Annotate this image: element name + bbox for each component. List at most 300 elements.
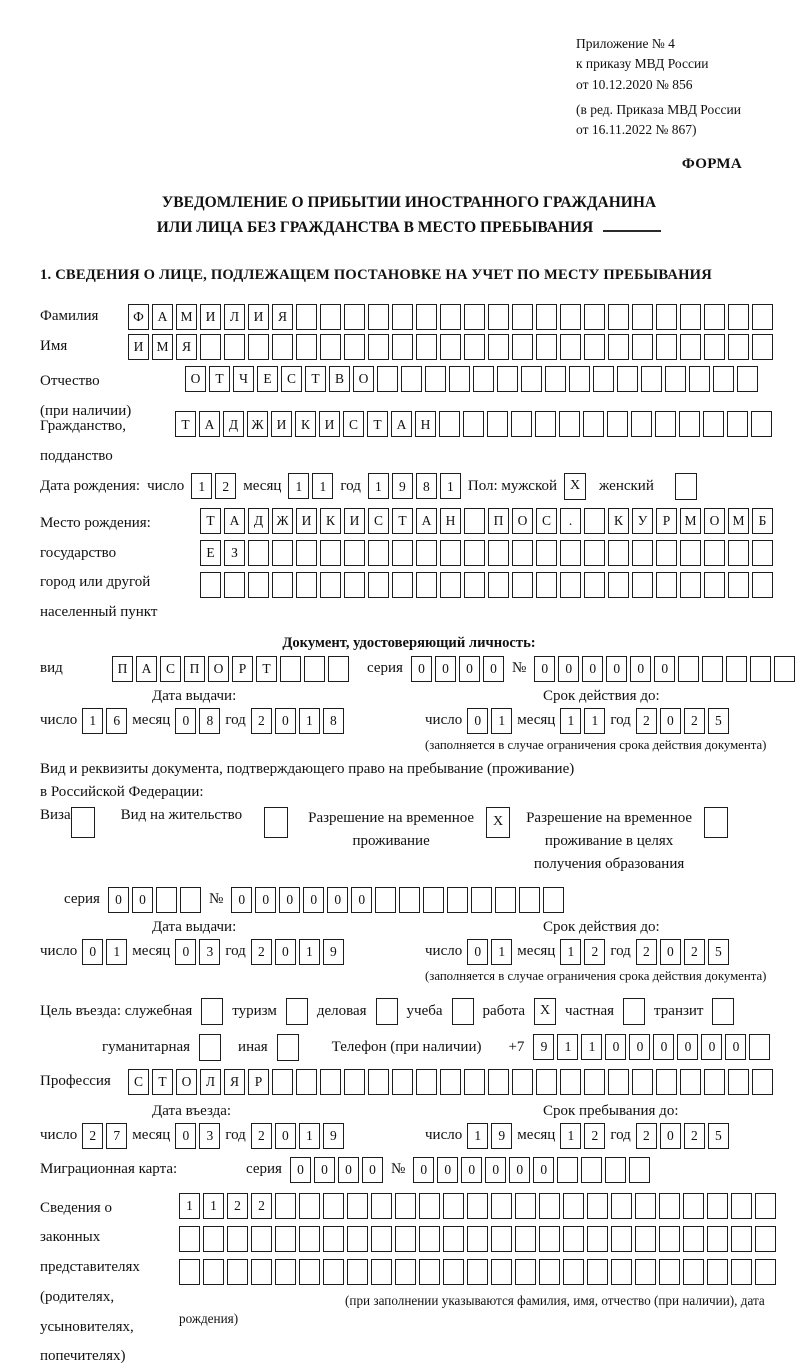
char-cell[interactable] <box>280 656 301 682</box>
char-cell[interactable]: 1 <box>491 708 512 734</box>
char-cell[interactable] <box>584 334 605 360</box>
char-cell[interactable] <box>631 411 652 437</box>
char-cell[interactable]: . <box>560 508 581 534</box>
char-cell[interactable] <box>605 1157 626 1183</box>
char-cell[interactable] <box>488 540 509 566</box>
char-cell[interactable]: К <box>608 508 629 534</box>
char-cell[interactable] <box>464 572 485 598</box>
char-cell[interactable] <box>536 572 557 598</box>
char-cell[interactable]: 0 <box>660 939 681 965</box>
char-cell[interactable] <box>371 1259 392 1285</box>
char-cell[interactable]: С <box>343 411 364 437</box>
char-cell[interactable]: Е <box>200 540 221 566</box>
purpose-work-checkbox[interactable]: X <box>534 998 556 1025</box>
char-cell[interactable] <box>488 304 509 330</box>
char-cell[interactable]: 0 <box>175 1123 196 1149</box>
char-cell[interactable] <box>495 887 516 913</box>
char-cell[interactable] <box>296 572 317 598</box>
char-cell[interactable] <box>584 508 605 534</box>
char-cell[interactable]: У <box>632 508 653 534</box>
char-cell[interactable] <box>248 540 269 566</box>
char-cell[interactable]: 0 <box>362 1157 383 1183</box>
char-cell[interactable] <box>416 304 437 330</box>
char-cell[interactable]: 2 <box>636 708 657 734</box>
char-cell[interactable]: 1 <box>203 1193 224 1219</box>
residence-permit-checkbox[interactable] <box>264 807 288 838</box>
char-cell[interactable]: И <box>296 508 317 534</box>
char-cell[interactable] <box>680 1069 701 1095</box>
char-cell[interactable] <box>656 304 677 330</box>
char-cell[interactable]: 0 <box>483 656 504 682</box>
char-cell[interactable] <box>512 304 533 330</box>
char-cell[interactable] <box>423 887 444 913</box>
char-cell[interactable] <box>416 334 437 360</box>
char-cell[interactable] <box>584 304 605 330</box>
char-cell[interactable] <box>392 572 413 598</box>
char-cell[interactable] <box>629 1157 650 1183</box>
char-cell[interactable]: 0 <box>314 1157 335 1183</box>
char-cell[interactable] <box>751 411 772 437</box>
char-cell[interactable] <box>515 1259 536 1285</box>
char-cell[interactable]: 0 <box>630 656 651 682</box>
char-cell[interactable]: И <box>200 304 221 330</box>
char-cell[interactable] <box>203 1226 224 1252</box>
char-cell[interactable]: З <box>224 540 245 566</box>
char-cell[interactable]: М <box>176 304 197 330</box>
char-cell[interactable] <box>755 1193 776 1219</box>
char-cell[interactable] <box>512 572 533 598</box>
char-cell[interactable]: 1 <box>440 473 461 499</box>
char-cell[interactable] <box>296 304 317 330</box>
char-cell[interactable]: 2 <box>251 1193 272 1219</box>
char-cell[interactable]: 1 <box>467 1123 488 1149</box>
char-cell[interactable]: Р <box>248 1069 269 1095</box>
char-cell[interactable]: Ж <box>272 508 293 534</box>
sex-male-checkbox[interactable]: X <box>564 473 586 500</box>
char-cell[interactable] <box>774 656 795 682</box>
char-cell[interactable]: 0 <box>338 1157 359 1183</box>
char-cell[interactable] <box>511 411 532 437</box>
char-cell[interactable]: 1 <box>82 708 103 734</box>
char-cell[interactable] <box>464 334 485 360</box>
char-cell[interactable] <box>679 411 700 437</box>
char-cell[interactable]: К <box>295 411 316 437</box>
char-cell[interactable]: С <box>160 656 181 682</box>
char-cell[interactable] <box>440 304 461 330</box>
char-cell[interactable] <box>440 1069 461 1095</box>
char-cell[interactable] <box>377 366 398 392</box>
char-cell[interactable] <box>680 334 701 360</box>
char-cell[interactable] <box>563 1259 584 1285</box>
char-cell[interactable]: 2 <box>636 1123 657 1149</box>
char-cell[interactable] <box>395 1193 416 1219</box>
char-cell[interactable]: Ч <box>233 366 254 392</box>
char-cell[interactable]: 6 <box>106 708 127 734</box>
char-cell[interactable]: 2 <box>584 1123 605 1149</box>
char-cell[interactable]: 2 <box>251 708 272 734</box>
char-cell[interactable] <box>463 411 484 437</box>
char-cell[interactable] <box>707 1193 728 1219</box>
char-cell[interactable]: 0 <box>279 887 300 913</box>
char-cell[interactable] <box>535 411 556 437</box>
purpose-transit-checkbox[interactable] <box>712 998 734 1025</box>
char-cell[interactable] <box>344 572 365 598</box>
char-cell[interactable] <box>704 334 725 360</box>
char-cell[interactable]: 3 <box>199 939 220 965</box>
char-cell[interactable]: 2 <box>684 939 705 965</box>
char-cell[interactable]: 0 <box>533 1157 554 1183</box>
char-cell[interactable] <box>473 366 494 392</box>
char-cell[interactable]: Н <box>415 411 436 437</box>
char-cell[interactable]: 0 <box>413 1157 434 1183</box>
char-cell[interactable] <box>392 540 413 566</box>
char-cell[interactable] <box>702 656 723 682</box>
char-cell[interactable] <box>607 411 628 437</box>
char-cell[interactable]: Т <box>256 656 277 682</box>
char-cell[interactable] <box>375 887 396 913</box>
char-cell[interactable] <box>371 1226 392 1252</box>
char-cell[interactable] <box>755 1259 776 1285</box>
char-cell[interactable]: 8 <box>323 708 344 734</box>
char-cell[interactable] <box>491 1259 512 1285</box>
char-cell[interactable]: 0 <box>82 939 103 965</box>
char-cell[interactable] <box>416 1069 437 1095</box>
char-cell[interactable] <box>491 1226 512 1252</box>
char-cell[interactable] <box>200 334 221 360</box>
char-cell[interactable]: 1 <box>106 939 127 965</box>
char-cell[interactable] <box>731 1226 752 1252</box>
char-cell[interactable]: 0 <box>654 656 675 682</box>
char-cell[interactable] <box>323 1259 344 1285</box>
char-cell[interactable]: Т <box>305 366 326 392</box>
char-cell[interactable] <box>680 540 701 566</box>
char-cell[interactable]: 0 <box>175 939 196 965</box>
char-cell[interactable] <box>560 540 581 566</box>
char-cell[interactable]: А <box>136 656 157 682</box>
char-cell[interactable] <box>272 1069 293 1095</box>
char-cell[interactable] <box>275 1193 296 1219</box>
char-cell[interactable]: 0 <box>175 708 196 734</box>
char-cell[interactable] <box>347 1259 368 1285</box>
char-cell[interactable]: Я <box>224 1069 245 1095</box>
char-cell[interactable]: О <box>208 656 229 682</box>
char-cell[interactable]: 0 <box>558 656 579 682</box>
char-cell[interactable]: П <box>488 508 509 534</box>
char-cell[interactable] <box>683 1259 704 1285</box>
char-cell[interactable]: Т <box>175 411 196 437</box>
char-cell[interactable] <box>584 1069 605 1095</box>
char-cell[interactable]: 0 <box>231 887 252 913</box>
purpose-humanitarian-checkbox[interactable] <box>199 1034 221 1061</box>
char-cell[interactable] <box>584 540 605 566</box>
char-cell[interactable] <box>368 540 389 566</box>
char-cell[interactable] <box>707 1226 728 1252</box>
char-cell[interactable]: К <box>320 508 341 534</box>
char-cell[interactable] <box>728 334 749 360</box>
char-cell[interactable]: 9 <box>323 1123 344 1149</box>
char-cell[interactable] <box>515 1226 536 1252</box>
char-cell[interactable]: 3 <box>199 1123 220 1149</box>
char-cell[interactable] <box>416 572 437 598</box>
char-cell[interactable] <box>487 411 508 437</box>
visa-checkbox[interactable] <box>71 807 95 838</box>
char-cell[interactable] <box>272 572 293 598</box>
char-cell[interactable] <box>467 1193 488 1219</box>
char-cell[interactable]: 0 <box>606 656 627 682</box>
char-cell[interactable] <box>611 1226 632 1252</box>
char-cell[interactable] <box>632 304 653 330</box>
char-cell[interactable] <box>425 366 446 392</box>
char-cell[interactable] <box>320 572 341 598</box>
char-cell[interactable] <box>587 1226 608 1252</box>
char-cell[interactable] <box>557 1157 578 1183</box>
char-cell[interactable]: Ж <box>247 411 268 437</box>
char-cell[interactable] <box>539 1226 560 1252</box>
char-cell[interactable] <box>179 1259 200 1285</box>
char-cell[interactable] <box>536 540 557 566</box>
char-cell[interactable]: И <box>248 304 269 330</box>
char-cell[interactable] <box>656 334 677 360</box>
char-cell[interactable]: О <box>176 1069 197 1095</box>
char-cell[interactable] <box>608 1069 629 1095</box>
char-cell[interactable] <box>655 411 676 437</box>
char-cell[interactable] <box>179 1226 200 1252</box>
char-cell[interactable] <box>497 366 518 392</box>
char-cell[interactable]: 0 <box>467 708 488 734</box>
char-cell[interactable] <box>344 540 365 566</box>
char-cell[interactable] <box>656 540 677 566</box>
char-cell[interactable] <box>368 572 389 598</box>
char-cell[interactable]: 0 <box>660 708 681 734</box>
char-cell[interactable] <box>443 1259 464 1285</box>
char-cell[interactable] <box>689 366 710 392</box>
char-cell[interactable]: 0 <box>275 939 296 965</box>
char-cell[interactable] <box>752 1069 773 1095</box>
char-cell[interactable] <box>227 1226 248 1252</box>
char-cell[interactable] <box>248 334 269 360</box>
char-cell[interactable]: 1 <box>560 708 581 734</box>
char-cell[interactable] <box>347 1226 368 1252</box>
char-cell[interactable] <box>680 572 701 598</box>
char-cell[interactable] <box>368 1069 389 1095</box>
char-cell[interactable] <box>392 304 413 330</box>
char-cell[interactable] <box>707 1259 728 1285</box>
char-cell[interactable] <box>726 656 747 682</box>
char-cell[interactable]: 2 <box>215 473 236 499</box>
char-cell[interactable] <box>536 304 557 330</box>
char-cell[interactable] <box>449 366 470 392</box>
char-cell[interactable] <box>587 1259 608 1285</box>
char-cell[interactable] <box>251 1259 272 1285</box>
char-cell[interactable]: 0 <box>290 1157 311 1183</box>
char-cell[interactable] <box>224 334 245 360</box>
char-cell[interactable] <box>731 1259 752 1285</box>
char-cell[interactable] <box>683 1226 704 1252</box>
char-cell[interactable] <box>608 540 629 566</box>
char-cell[interactable] <box>727 411 748 437</box>
char-cell[interactable]: Я <box>176 334 197 360</box>
char-cell[interactable]: А <box>224 508 245 534</box>
char-cell[interactable]: Б <box>752 508 773 534</box>
char-cell[interactable] <box>703 411 724 437</box>
char-cell[interactable] <box>593 366 614 392</box>
char-cell[interactable]: 2 <box>251 939 272 965</box>
char-cell[interactable]: Р <box>232 656 253 682</box>
char-cell[interactable] <box>320 540 341 566</box>
char-cell[interactable] <box>392 1069 413 1095</box>
purpose-official-checkbox[interactable] <box>201 998 223 1025</box>
char-cell[interactable] <box>632 334 653 360</box>
char-cell[interactable]: О <box>704 508 725 534</box>
char-cell[interactable] <box>272 540 293 566</box>
char-cell[interactable]: 1 <box>288 473 309 499</box>
char-cell[interactable] <box>545 366 566 392</box>
char-cell[interactable] <box>635 1259 656 1285</box>
char-cell[interactable] <box>467 1259 488 1285</box>
char-cell[interactable]: И <box>271 411 292 437</box>
char-cell[interactable] <box>488 1069 509 1095</box>
char-cell[interactable]: А <box>391 411 412 437</box>
char-cell[interactable]: 1 <box>179 1193 200 1219</box>
char-cell[interactable] <box>447 887 468 913</box>
char-cell[interactable]: 5 <box>708 708 729 734</box>
char-cell[interactable]: С <box>536 508 557 534</box>
char-cell[interactable] <box>641 366 662 392</box>
char-cell[interactable]: В <box>329 366 350 392</box>
purpose-business-checkbox[interactable] <box>376 998 398 1025</box>
char-cell[interactable]: Е <box>257 366 278 392</box>
char-cell[interactable]: 1 <box>491 939 512 965</box>
char-cell[interactable] <box>344 1069 365 1095</box>
char-cell[interactable] <box>539 1193 560 1219</box>
char-cell[interactable]: 2 <box>82 1123 103 1149</box>
char-cell[interactable]: С <box>128 1069 149 1095</box>
char-cell[interactable] <box>512 334 533 360</box>
char-cell[interactable]: 2 <box>584 939 605 965</box>
char-cell[interactable] <box>320 334 341 360</box>
char-cell[interactable] <box>704 304 725 330</box>
char-cell[interactable] <box>419 1193 440 1219</box>
char-cell[interactable]: И <box>319 411 340 437</box>
char-cell[interactable] <box>728 304 749 330</box>
char-cell[interactable] <box>395 1226 416 1252</box>
purpose-other-checkbox[interactable] <box>277 1034 299 1061</box>
char-cell[interactable] <box>251 1226 272 1252</box>
char-cell[interactable] <box>304 656 325 682</box>
char-cell[interactable]: 0 <box>275 708 296 734</box>
char-cell[interactable] <box>471 887 492 913</box>
char-cell[interactable]: А <box>199 411 220 437</box>
char-cell[interactable]: С <box>281 366 302 392</box>
char-cell[interactable] <box>156 887 177 913</box>
char-cell[interactable] <box>752 572 773 598</box>
char-cell[interactable] <box>611 1259 632 1285</box>
char-cell[interactable] <box>752 304 773 330</box>
char-cell[interactable] <box>491 1193 512 1219</box>
char-cell[interactable] <box>560 572 581 598</box>
char-cell[interactable]: М <box>152 334 173 360</box>
char-cell[interactable]: 0 <box>351 887 372 913</box>
char-cell[interactable]: 5 <box>708 939 729 965</box>
char-cell[interactable] <box>728 1069 749 1095</box>
char-cell[interactable]: С <box>368 508 389 534</box>
char-cell[interactable]: Н <box>440 508 461 534</box>
char-cell[interactable] <box>583 411 604 437</box>
char-cell[interactable] <box>659 1226 680 1252</box>
char-cell[interactable]: Д <box>248 508 269 534</box>
char-cell[interactable] <box>296 334 317 360</box>
char-cell[interactable]: 1 <box>557 1034 578 1060</box>
char-cell[interactable] <box>419 1226 440 1252</box>
char-cell[interactable] <box>608 304 629 330</box>
char-cell[interactable] <box>608 572 629 598</box>
char-cell[interactable] <box>521 366 542 392</box>
char-cell[interactable]: 0 <box>303 887 324 913</box>
char-cell[interactable]: 2 <box>684 708 705 734</box>
char-cell[interactable]: О <box>353 366 374 392</box>
char-cell[interactable] <box>419 1259 440 1285</box>
char-cell[interactable] <box>488 572 509 598</box>
purpose-study-checkbox[interactable] <box>452 998 474 1025</box>
rvp-education-checkbox[interactable] <box>704 807 728 838</box>
char-cell[interactable] <box>443 1226 464 1252</box>
char-cell[interactable] <box>275 1259 296 1285</box>
char-cell[interactable] <box>608 334 629 360</box>
char-cell[interactable] <box>272 334 293 360</box>
char-cell[interactable] <box>203 1259 224 1285</box>
char-cell[interactable]: 0 <box>108 887 129 913</box>
char-cell[interactable]: 2 <box>251 1123 272 1149</box>
char-cell[interactable] <box>560 1069 581 1095</box>
char-cell[interactable] <box>368 304 389 330</box>
char-cell[interactable] <box>368 334 389 360</box>
char-cell[interactable] <box>299 1193 320 1219</box>
char-cell[interactable] <box>749 1034 770 1060</box>
char-cell[interactable] <box>515 1193 536 1219</box>
char-cell[interactable]: Т <box>367 411 388 437</box>
char-cell[interactable] <box>275 1226 296 1252</box>
char-cell[interactable]: 1 <box>191 473 212 499</box>
char-cell[interactable]: Р <box>656 508 677 534</box>
char-cell[interactable]: 0 <box>327 887 348 913</box>
char-cell[interactable]: 9 <box>533 1034 554 1060</box>
char-cell[interactable] <box>512 1069 533 1095</box>
char-cell[interactable] <box>296 540 317 566</box>
char-cell[interactable]: И <box>128 334 149 360</box>
char-cell[interactable]: Л <box>200 1069 221 1095</box>
char-cell[interactable]: 1 <box>581 1034 602 1060</box>
char-cell[interactable]: Я <box>272 304 293 330</box>
char-cell[interactable]: 1 <box>560 1123 581 1149</box>
char-cell[interactable]: М <box>728 508 749 534</box>
char-cell[interactable] <box>512 540 533 566</box>
char-cell[interactable] <box>224 572 245 598</box>
char-cell[interactable] <box>587 1193 608 1219</box>
char-cell[interactable]: 0 <box>509 1157 530 1183</box>
char-cell[interactable]: Т <box>152 1069 173 1095</box>
char-cell[interactable]: 1 <box>299 939 320 965</box>
char-cell[interactable] <box>704 540 725 566</box>
char-cell[interactable] <box>713 366 734 392</box>
char-cell[interactable]: 0 <box>132 887 153 913</box>
char-cell[interactable] <box>752 334 773 360</box>
char-cell[interactable] <box>416 540 437 566</box>
char-cell[interactable]: О <box>512 508 533 534</box>
char-cell[interactable] <box>323 1226 344 1252</box>
char-cell[interactable] <box>248 572 269 598</box>
char-cell[interactable] <box>401 366 422 392</box>
char-cell[interactable] <box>439 411 460 437</box>
